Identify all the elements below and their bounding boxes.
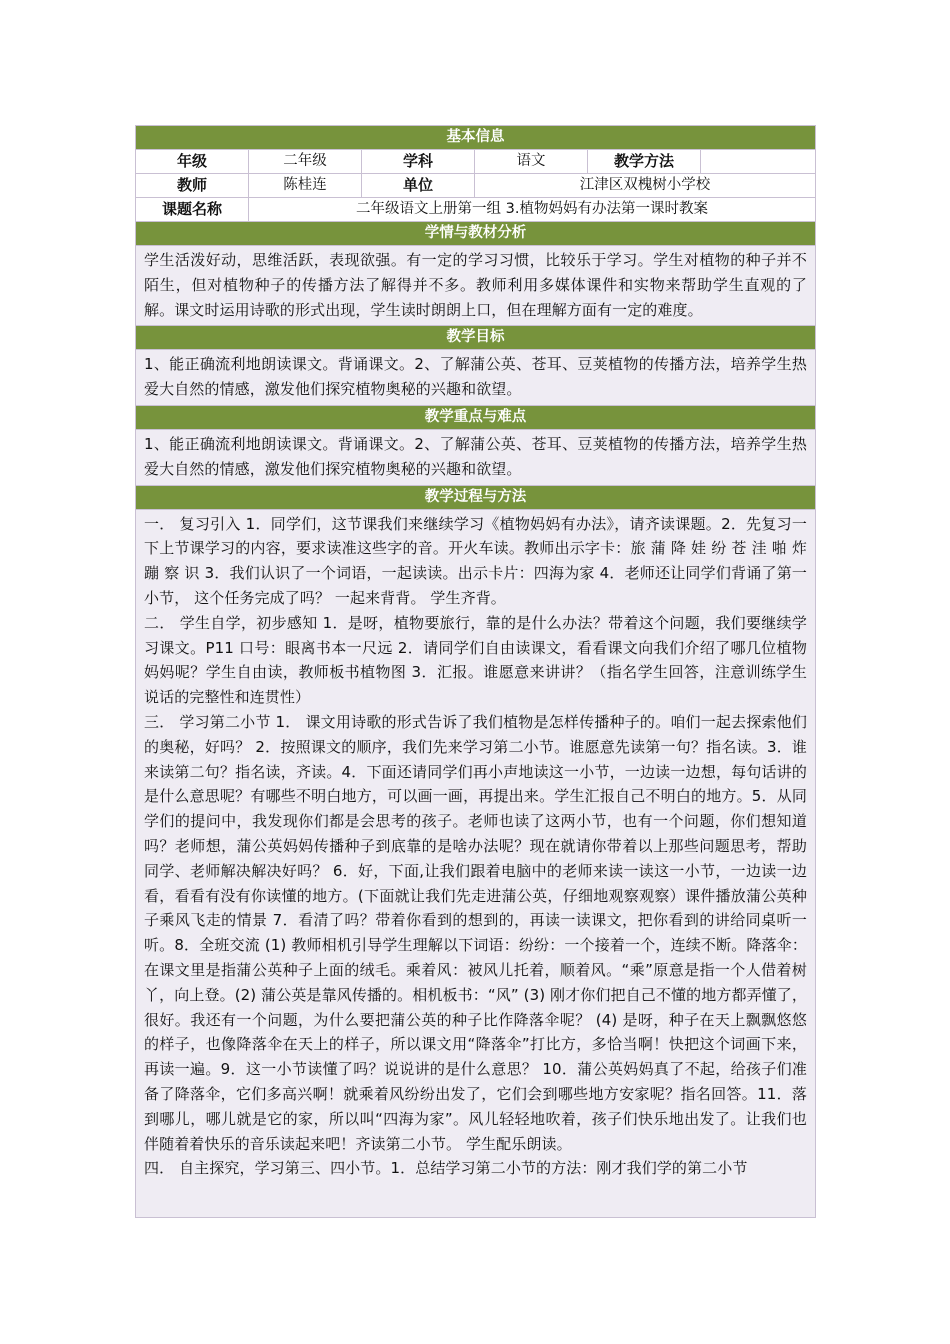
process-step-2: 二． 学生自学，初步感知 1．是呀，植物要旅行，靠的是什么办法？带着这个问题，我们要继续学习课文。P11 口号：眼离书本一尺远 2．请同学们自由读课文，看看课文向我们介绍了哪几位植物妈妈呢？学生自由读，教师板书植物图 3．汇报。谁愿意来讲讲？（指名学生回答，注意训练学生说话的完整性和连贯性）: [144, 613, 808, 707]
section-header-analysis: 学情与教材分析: [136, 222, 816, 246]
section-header-process: 教学过程与方法: [136, 485, 816, 509]
process-text-clip: [144, 512, 807, 1212]
section-header-goals: 教学目标: [136, 326, 816, 350]
process-step-3: 三． 学习第二小节 1． 课文用诗歌的形式告诉了我们植物是怎样传播种子的。咱们一起去探索他们的奥秘，好吗？ 2．按照课文的顺序，我们先来学习第二小节。谁愿意先读第一句？指名读。3．谁来读第二句？指名读，齐读。4．下面还请同学们再小声地读这一小节，一边读一边想，每句话讲的是什么意思呢？有哪些不明白地方，可以画一画，再提出来。学生汇报自己不明白的地方。5．从同学们的提问中，我发现你们都是会思考的孩子。老师也读了这两小节，也有一个问题，你们想知道吗？老师想，蒲公英妈妈传播种子到底靠的是啥办法呢？现在就请你带着以上那些问题思考，帮助同学、老师解决解决好吗？ 6．好，下面,让我们跟着电脑中的老师来读一读这一小节，一边读一边看，看看有没有你读懂的地方。(下面就让我们先走进蒲公英，仔细地观察观察）课件播放蒲公英种子乘风飞走的情景 7．看清了吗？带着你看到的想到的，再读一读课文，把你看到的讲给同桌听一听。8．全班交流 (1) 教师相机引导学生理解以下词语：纷纷：一个接着一个，连续不断。降落伞：在课文里是指蒲公英种子上面的绒毛。乘着风：被风儿托着，顺着风。“乘”原意是指一个人借着树丫，向上登。(2) 蒲公英是靠风传播的。相机板书：“风” (3) 刚才你们把自己不懂的地方都弄懂了，很好。我还有一个问题，为什么要把蒲公英的种子比作降落伞呢？ (4) 是呀，种子在天上飘飘悠悠的样子，也像降落伞在天上的样子，所以课文用“降落伞”打比方，多恰当啊！快把这个词画下来，再读一遍。9．这一小节读懂了吗？说说讲的是什么意思？ 10．蒲公英妈妈真了不起，给孩子们准备了降落伞，它们多高兴啊！就乘着风纷纷出发了，它们会到哪些地方安家呢？指名回答。11．落到哪儿，哪儿就是它的家，所以叫“四海为家”。风儿轻轻地吹着，孩子们快乐地出发了。让我们也伴随着着快乐的音乐读起来吧！齐读第二小节。 学生配乐朗读。: [144, 712, 808, 1153]
teaching-method-label: 教学方法: [588, 150, 701, 174]
process-step-4: 四． 自主探究，学习第三、四小节。1．总结学习第二小节的方法：刚才我们学的第二小节: [144, 1159, 748, 1178]
lesson-plan-table: [135, 125, 816, 1218]
lesson-plan-document: [135, 125, 815, 1218]
unit-label: 单位: [362, 174, 475, 198]
keypoints-text: 1、能正确流利地朗读课文。背诵课文。2、了解蒲公英、苍耳、豆荚植物的传播方法，培养学生热爱大自然的情感，激发他们探究植物奥秘的兴趣和欲望。: [136, 429, 816, 485]
goals-text: 1、能正确流利地朗读课文。背诵课文。2、了解蒲公英、苍耳、豆荚植物的传播方法，培养学生热爱大自然的情感，激发他们探究植物奥秘的兴趣和欲望。: [136, 350, 816, 406]
subject-value: 语文: [475, 150, 588, 174]
unit-value: 江津区双槐树小学校: [475, 174, 816, 198]
process-text: [136, 509, 816, 1217]
section-header-keypoints: 教学重点与难点: [136, 405, 816, 429]
grade-value: 二年级: [249, 150, 362, 174]
topic-value: 二年级语文上册第一组 3.植物妈妈有办法第一课时教案: [249, 198, 816, 222]
section-header-basic-info: 基本信息: [136, 126, 816, 150]
grade-label: 年级: [136, 150, 249, 174]
subject-label: 学科: [362, 150, 475, 174]
teaching-method-value: [701, 150, 816, 174]
process-step-1: 一． 复习引入 1．同学们，这节课我们来继续学习《植物妈妈有办法》，请齐读课题。2．先复习一下上节课学习的内容，要求读准这些字的音。开火车读。教师出示字卡：旅 蒲 降 娃 纷 苍 洼 啪 炸 蹦 察 识 3．我们认识了一个词语，一起读读。出示卡片：四海为家 4．老师还让同学们背诵了第一小节， 这个任务完成了吗？ 一起来背背。 学生齐背。: [144, 514, 808, 607]
analysis-text: 学生活泼好动，思维活跃，表现欲强。有一定的学习习惯，比较乐于学习。学生对植物的种子并不陌生，但对植物种子的传播方法了解得并不多。教师利用多媒体课件和实物来帮助学生直观的了解。课文时运用诗歌的形式出现，学生读时朗朗上口，但在理解方面有一定的难度。: [136, 246, 816, 326]
teacher-value: 陈桂连: [249, 174, 362, 198]
teacher-label: 教师: [136, 174, 249, 198]
topic-label: 课题名称: [136, 198, 249, 222]
